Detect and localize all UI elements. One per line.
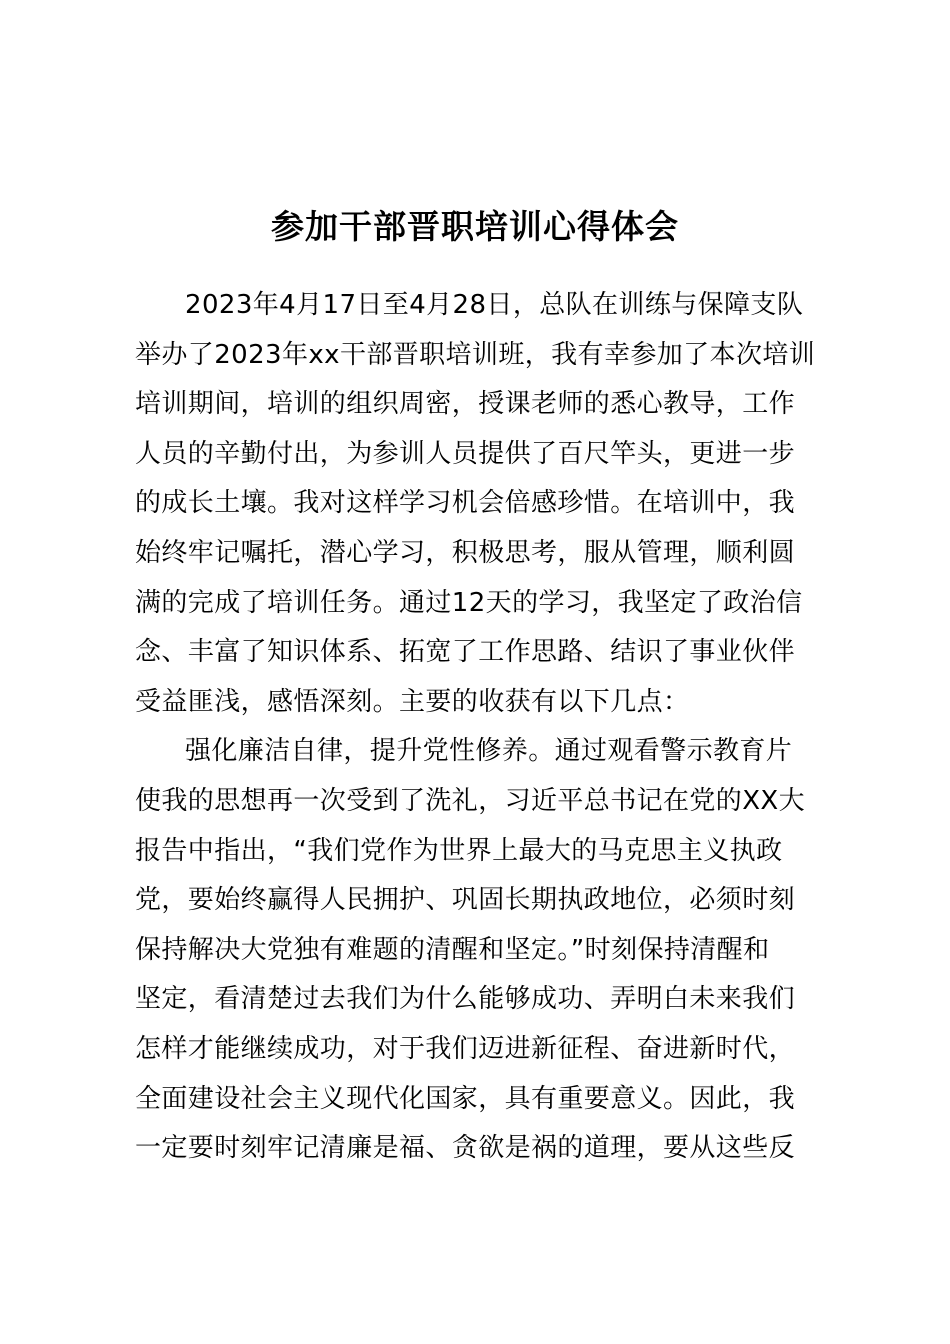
- paragraph-line: 受益匪浅，感悟深刻。主要的收获有以下几点：: [135, 686, 690, 717]
- document-body: [135, 281, 865, 1174]
- paragraph-line: 使我的思想再一次受到了洗礼，习近平总书记在党的XX大: [135, 785, 806, 816]
- paragraph-line: 的成长土壤。我对这样学习机会倍感珍惜。在培训中，我: [135, 488, 796, 519]
- paragraph-line: 报告中指出，“我们党作为世界上最大的马克思主义执政: [135, 835, 783, 866]
- paragraph-line: 举办了2023年xx干部晋职培训班，我有幸参加了本次培训: [135, 339, 816, 370]
- paragraph-line: 全面建设社会主义现代化国家，具有重要意义。因此，我: [135, 1083, 796, 1114]
- paragraph-line: 培训期间，培训的组织周密，授课老师的悉心教导，工作: [135, 389, 796, 420]
- paragraph-line: 党，要始终赢得人民拥护、巩固长期执政地位，必须时刻: [135, 885, 796, 916]
- paragraph-line: 一定要时刻牢记清廉是福、贪欲是祸的道理，要从这些反: [135, 1133, 796, 1164]
- paragraph-line: 2023年4月17日至4月28日，总队在训练与保障支队: [185, 290, 804, 320]
- document-title: 参加干部晋职培训心得体会: [271, 207, 679, 246]
- paragraph-line: 始终牢记嘱托，潜心学习，积极思考，服从管理，顺利圆: [135, 537, 796, 568]
- paragraph-line: 坚定，看清楚过去我们为什么能够成功、弄明白未来我们: [135, 984, 796, 1015]
- paragraph-line: 保持解决大党独有难题的清醒和坚定。”时刻保持清醒和: [135, 934, 770, 965]
- paragraph-line: 强化廉洁自律，提升党性修养。通过观看警示教育片: [185, 736, 793, 767]
- paragraph-line: 念、丰富了知识体系、拓宽了工作思路、结识了事业伙伴: [135, 637, 796, 668]
- paragraph-line: 怎样才能继续成功，对于我们迈进新征程、奋进新时代，: [135, 1033, 796, 1064]
- paragraph-line: 人员的辛勤付出，为参训人员提供了百尺竿头，更进一步: [135, 438, 796, 469]
- paragraph-line: 满的完成了培训任务。通过12天的学习，我坚定了政治信: [135, 587, 803, 618]
